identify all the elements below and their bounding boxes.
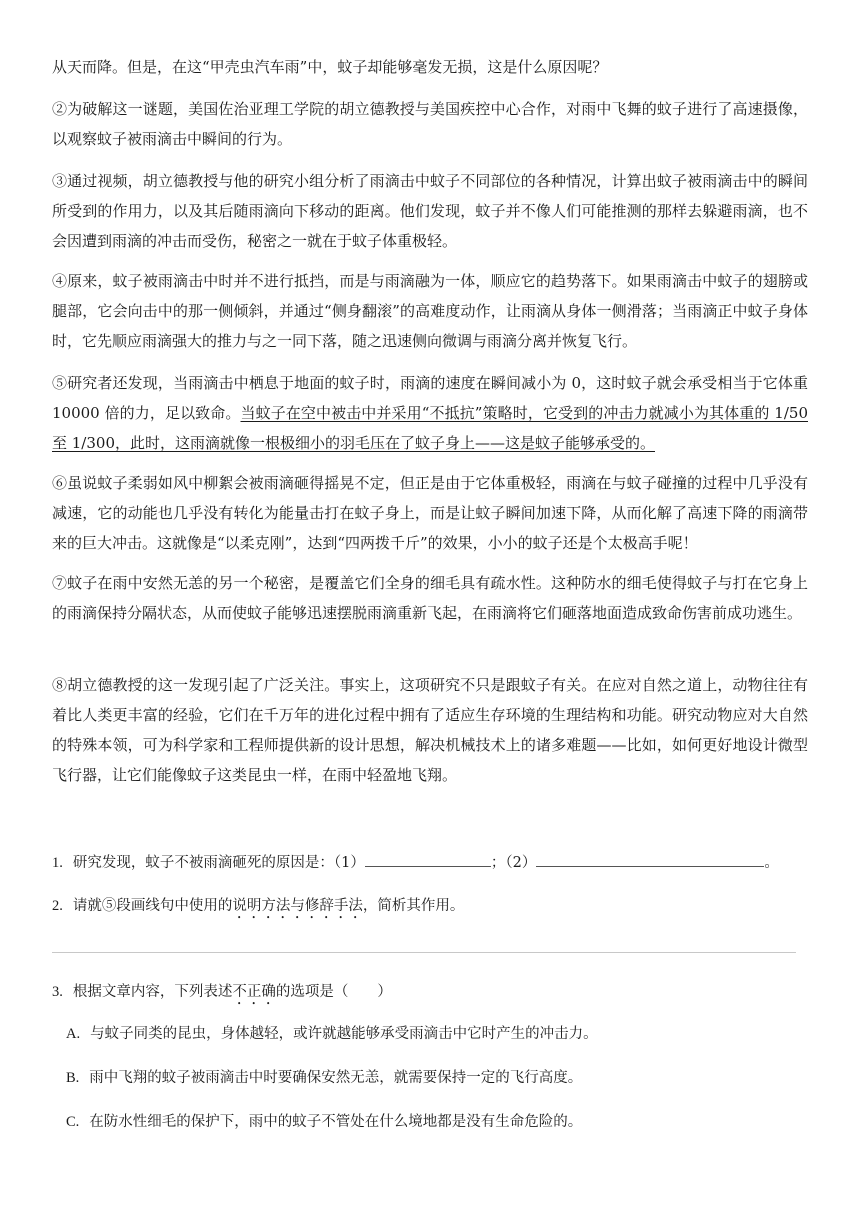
option-b-letter: B.: [66, 1070, 80, 1086]
passage-intro-line: 从天而降。但是，在这“甲壳虫汽车雨”中，蚊子却能够毫发无损，这是什么原因呢？: [52, 58, 608, 76]
question-3-dotted-text: 不正确: [232, 984, 276, 1000]
option-a[interactable]: [66, 1022, 598, 1046]
option-b-text: 雨中飞翔的蚊子被雨滴击中时要确保安然无恙，就需要保持一定的飞行高度。: [89, 1070, 583, 1086]
question-2: [52, 894, 808, 922]
question-2-number: 2.: [52, 898, 63, 914]
option-b[interactable]: [66, 1066, 582, 1090]
question-1-separator: ；: [490, 855, 506, 871]
question-2-dotted-text: 说明方法与修辞手法: [232, 898, 363, 914]
option-c-letter: C.: [66, 1114, 80, 1130]
question-2-text: 请就⑤段画线句中使用的: [72, 898, 233, 914]
question-2-answer-line[interactable]: [52, 952, 796, 953]
paragraph-5-text: ⑤研究者还发现，当雨滴击中栖息于地面的蚊子时，雨滴的速度在瞬间减小为 0，这时蚊子就会承受相当于它体重 10000 倍的力，足以致命。: [52, 374, 808, 422]
question-1: [52, 850, 808, 875]
paragraph-3: ③通过视频，胡立德教授与他的研究小组分析了雨滴击中蚊子不同部位的各种情况，计算出蚊子被雨滴击中的瞬间所受到的作用力，以及其后随雨滴向下移动的距离。他们发现，蚊子并不像人们可能推测的那样去躲避雨滴，也不会因遭到雨滴的冲击而受伤，秘密之一就在于蚊子体重极轻。: [52, 172, 808, 250]
question-1-text: 研究发现，蚊子不被雨滴砸死的原因是：: [72, 855, 334, 871]
paragraph-4: ④原来，蚊子被雨滴击中时并不进行抵挡，而是与雨滴融为一体，顺应它的趋势落下。如果雨滴击中蚊子的翅膀或腿部，它会向击中的那一侧倾斜，并通过“侧身翻滚”的高难度动作，让雨滴从身体一侧滑落；当雨滴正中蚊子身体时，它先顺应雨滴强大的推力与之一同下落，随之迅速侧向微调与雨滴分离并恢复飞行。: [52, 272, 808, 350]
question-3: [52, 980, 808, 1008]
paragraph-7: ⑦蚊子在雨中安然无恙的另一个秘密，是覆盖它们全身的细毛具有疏水性。这种防水的细毛使得蚊子与打在它身上的雨滴保持分隔状态，从而使蚊子能够迅速摆脱雨滴重新飞起，在雨滴将它们砸落地面造成致命伤害前成功逃生。: [52, 574, 808, 622]
question-3-text: 根据文章内容，下列表述: [72, 984, 233, 1000]
question-1-blank-1[interactable]: [365, 850, 491, 867]
paragraph-8: ⑧胡立德教授的这一发现引起了广泛关注。事实上，这项研究不只是跟蚊子有关。在应对自然之道上，动物往往有着比人类更丰富的经验，它们在千万年的进化过程中拥有了适应生存环境的生理结构和功能。研究动物应对大自然的特殊本领，可为科学家和工程师提供新的设计思想，解决机械技术上的诸多难题——比如，如何更好地设计微型飞行器，让它们能像蚊子这类昆虫一样，在雨中轻盈地飞翔。: [52, 676, 808, 784]
paragraph-5-underlined-sentence: 当蚊子在空中被击中并采用“不抵抗”策略时，它受到的冲击力就减小为其体重的 1/50 至 1/300，此时，这雨滴就像一根极细小的羽毛压在了蚊子身上——这是蚊子能够承受的。: [52, 404, 808, 452]
paragraph-2: ②为破解这一谜题，美国佐治亚理工学院的胡立德教授与美国疾控中心合作，对雨中飞舞的蚊子进行了高速摄像，以观察蚊子被雨滴击中瞬间的行为。: [52, 100, 808, 148]
question-1-blank-2[interactable]: [536, 850, 764, 867]
question-1-number: 1.: [52, 855, 63, 871]
question-1-mark-1: （1）: [333, 855, 365, 871]
question-2-text-end: ，简析其作用。: [362, 898, 465, 914]
paragraph-5: [52, 368, 808, 458]
paragraph-6: ⑥虽说蚊子柔弱如风中柳絮会被雨滴砸得摇晃不定，但正是由于它体重极轻，雨滴在与蚊子碰撞的过程中几乎没有减速，它的动能也几乎没有转化为能量击打在蚊子身上，而是让蚊子瞬间加速下降，从而化解了高速下降的雨滴带来的巨大冲击。这就像是“以柔克刚”，达到“四两拨千斤”的效果，小小的蚊子还是个太极高手呢！: [52, 474, 808, 552]
question-1-end: 。: [764, 855, 779, 871]
option-a-letter: A.: [66, 1026, 81, 1042]
question-3-text-end: 的选项是（ ）: [275, 984, 392, 1000]
question-1-mark-2: （2）: [505, 855, 537, 871]
option-c-text: 在防水性细毛的保护下，雨中的蚊子不管处在什么境地都是没有生命危险的。: [89, 1114, 583, 1130]
option-c[interactable]: [66, 1110, 582, 1134]
option-a-text: 与蚊子同类的昆虫，身体越轻，或许就越能够承受雨滴击中它时产生的冲击力。: [90, 1026, 598, 1042]
question-3-number: 3.: [52, 984, 63, 1000]
